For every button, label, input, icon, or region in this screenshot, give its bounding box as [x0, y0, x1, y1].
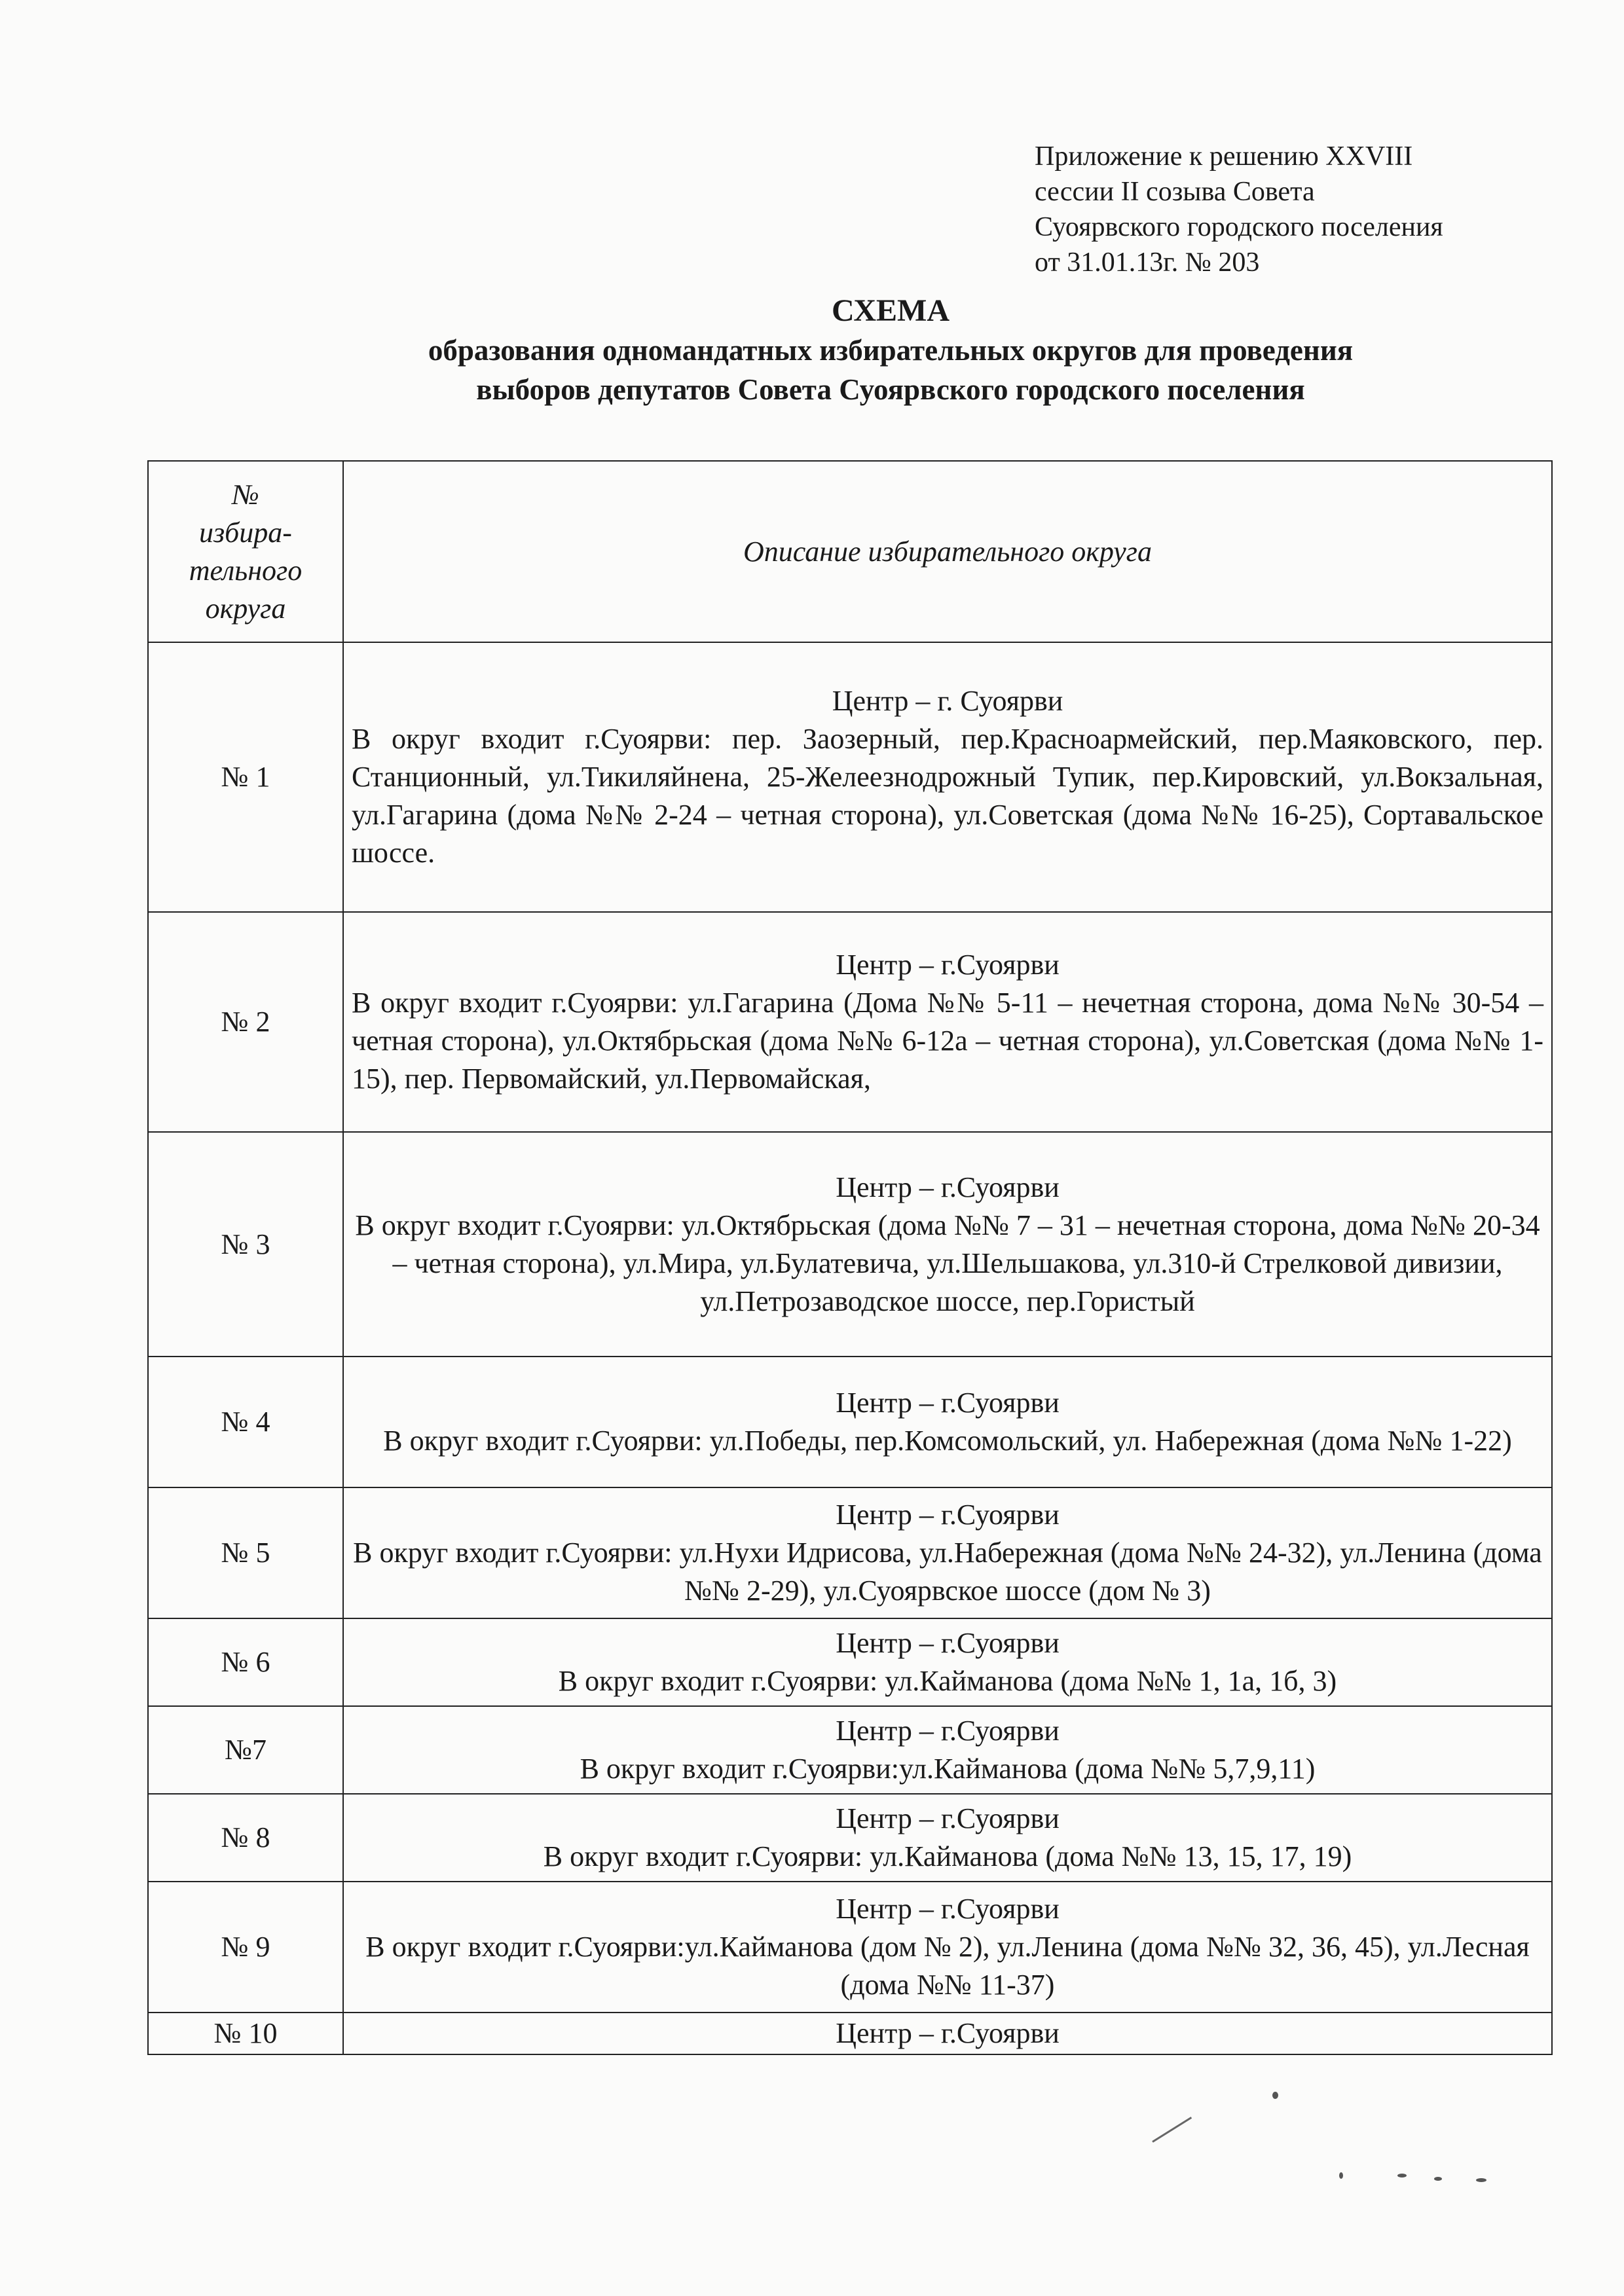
district-description: [343, 1487, 1552, 1618]
appendix-line: Суоярвского городского поселения: [1035, 212, 1443, 242]
table-row: [148, 912, 1552, 1132]
district-center: Центр – г.Суоярви: [836, 1627, 1060, 1659]
district-number: № 3: [148, 1132, 343, 1357]
scan-speck: [1434, 2177, 1442, 2181]
district-center: Центр – г.Суоярви: [836, 949, 1060, 981]
table-row: [148, 1132, 1552, 1357]
district-streets: В округ входит г.Суоярви: пер. Заозерный, пер.Красноармейский, пер.Маяковского, пер. Станционный, ул.Тикиляйнена, 25-Желеезнодрожный Тупик, пер.Кировский, ул.Вокзальная, ул.Гагарина (дома №№ 2-24 – четная сторона), ул.Советская (дома №№ 16-25), Сортавальское шоссе.: [352, 723, 1543, 869]
district-center: Центр – г.Суоярви: [836, 1499, 1060, 1531]
district-streets: В округ входит г.Суоярви: ул.Нухи Идрисова, ул.Набережная (дома №№ 24-32), ул.Ленина (дома №№ 2-29), ул.Суоярвское шоссе (дом № 3): [353, 1537, 1542, 1607]
appendix-line: сессии II созыва Совета: [1035, 177, 1315, 207]
district-number: № 8: [148, 1794, 343, 1882]
scan-speck: [1339, 2172, 1343, 2179]
district-number: №7: [148, 1706, 343, 1794]
district-number: № 4: [148, 1357, 343, 1487]
district-center: Центр – г.Суоярви: [836, 1893, 1060, 1925]
table-row: [148, 2013, 1552, 2054]
district-streets: В округ входит г.Суоярви:ул.Кайманова (дома №№ 5,7,9,11): [580, 1753, 1316, 1785]
table-row: [148, 1794, 1552, 1882]
district-center: Центр – г.Суоярви: [836, 2017, 1060, 2049]
appendix-line: от 31.01.13г. № 203: [1035, 247, 1260, 278]
header-num-line: тельного: [189, 554, 303, 587]
district-streets: В округ входит г.Суоярви: ул.Кайманова (дома №№ 1, 1а, 1б, 3): [558, 1665, 1337, 1697]
title-subtitle-line: выборов депутатов Совета Суоярвского городского поселения: [476, 373, 1305, 406]
scan-stroke: [1152, 2117, 1192, 2143]
district-description: [343, 1618, 1552, 1706]
district-description: [343, 1794, 1552, 1882]
district-description: [343, 1357, 1552, 1487]
header-num-line: избира-: [199, 516, 292, 549]
district-description: [343, 912, 1552, 1132]
header-district-number: [148, 461, 343, 642]
district-center: Центр – г.Суоярви: [836, 1715, 1060, 1747]
title-main: СХЕМА: [831, 293, 950, 328]
district-center: Центр – г.Суоярви: [836, 1387, 1060, 1419]
table-row: [148, 1706, 1552, 1794]
district-number: № 1: [148, 642, 343, 912]
table-row: [148, 1882, 1552, 2013]
table-header-row: [148, 461, 1552, 642]
district-number: № 6: [148, 1618, 343, 1706]
district-streets: В округ входит г.Суоярви: ул.Октябрьская (дома №№ 7 – 31 – нечетная сторона, дома №№ 20-34 – четная сторона), ул.Мира, ул.Булатевича, ул.Шельшакова, ул.310-й Стрелковой дивизии, ул.Петрозаводское шоссе, пер.Гористый: [355, 1209, 1540, 1317]
district-center: Центр – г.Суоярви: [836, 1171, 1060, 1203]
district-description: [343, 1132, 1552, 1357]
appendix-line: Приложение к решению XXVIII: [1035, 141, 1413, 172]
district-streets: В округ входит г.Суоярви: ул.Гагарина (Дома №№ 5-11 – нечетная сторона, дома №№ 30-54 – четная сторона), ул.Октябрьская (дома №№ 6-12а – четная сторона), ул.Советская (дома №№ 1-15), пер. Первомайский, ул.Первомайская,: [352, 987, 1543, 1095]
table-row: [148, 642, 1552, 912]
district-streets: В округ входит г.Суоярви: ул.Победы, пер.Комсомольский, ул. Набережная (дома №№ 1-22): [383, 1425, 1512, 1457]
appendix-note: [1035, 139, 1545, 280]
table-row: [148, 1487, 1552, 1618]
scan-speck: [1476, 2178, 1486, 2182]
header-district-description: Описание избирательного округа: [343, 461, 1552, 642]
district-description: [343, 1882, 1552, 2013]
district-streets: В округ входит г.Суоярви:ул.Кайманова (дом № 2), ул.Ленина (дома №№ 32, 36, 45), ул.Лесная (дома №№ 11-37): [365, 1931, 1530, 2001]
district-number: № 2: [148, 912, 343, 1132]
table-row: [148, 1618, 1552, 1706]
district-number: № 5: [148, 1487, 343, 1618]
title-subtitle-line: образования одномандатных избирательных округов для проведения: [428, 334, 1354, 367]
district-streets: В округ входит г.Суоярви: ул.Кайманова (дома №№ 13, 15, 17, 19): [543, 1840, 1352, 1872]
district-description: [343, 642, 1552, 912]
header-num-line: округа: [205, 592, 286, 625]
districts-table: [147, 460, 1553, 2055]
scan-speck: [1397, 2174, 1407, 2178]
document-title: [249, 291, 1532, 409]
table-row: [148, 1357, 1552, 1487]
district-number: № 9: [148, 1882, 343, 2013]
district-number: № 10: [148, 2013, 343, 2054]
header-num-line: №: [232, 478, 259, 511]
district-center: Центр – г. Суоярви: [832, 685, 1063, 717]
scan-speck: [1272, 2092, 1278, 2099]
district-description: [343, 1706, 1552, 1794]
district-description: [343, 2013, 1552, 2054]
district-center: Центр – г.Суоярви: [836, 1802, 1060, 1834]
